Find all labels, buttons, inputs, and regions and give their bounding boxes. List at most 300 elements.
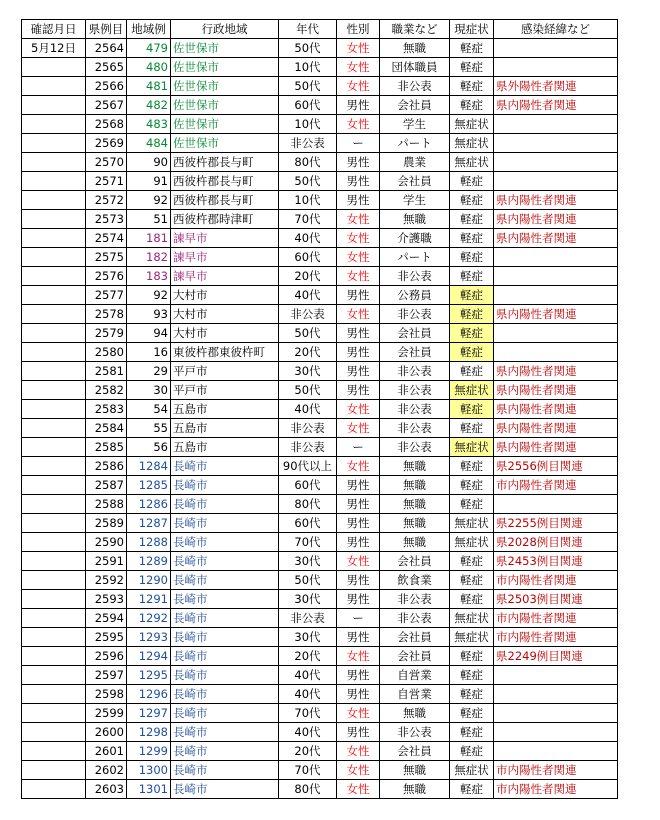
cell-job: 飲食業 [380,571,450,590]
cell-route: 県内陽性者関連 [494,305,618,324]
cell-age: 50代 [279,571,337,590]
header-area: 行政地域 [171,20,279,39]
cell-job: 無職 [380,704,450,723]
cell-local-number: 1298 [127,723,171,742]
cell-area: 大村市 [171,305,279,324]
cell-job: 非公表 [380,77,450,96]
cell-job: 非公表 [380,419,450,438]
cell-status: 軽症 [450,324,494,343]
cell-age: 10代 [279,58,337,77]
cell-date [22,495,86,514]
cell-sex: 女性 [337,552,380,571]
cell-area: 長崎市 [171,647,279,666]
cell-local-number: 181 [127,229,171,248]
header-row [22,20,618,39]
cell-age: 30代 [279,552,337,571]
cell-status: 無症状 [450,628,494,647]
cell-status: 軽症 [450,267,494,286]
cell-sex: 男性 [337,153,380,172]
cell-local-number: 480 [127,58,171,77]
cell-age: 40代 [279,400,337,419]
cell-sex: 男性 [337,324,380,343]
cell-route [494,343,618,362]
header-job: 職業など [380,20,450,39]
cell-pref-number: 2581 [86,362,127,381]
cell-sex: 女性 [337,305,380,324]
cell-route [494,58,618,77]
table-row [22,267,618,286]
cell-job: 非公表 [380,400,450,419]
cell-area: 佐世保市 [171,39,279,58]
cell-age: 40代 [279,723,337,742]
cell-local-number: 482 [127,96,171,115]
cell-local-number: 93 [127,305,171,324]
table-row [22,39,618,58]
cell-sex: 男性 [337,628,380,647]
cell-date [22,191,86,210]
cell-area: 長崎市 [171,723,279,742]
cell-date [22,647,86,666]
cell-job: 非公表 [380,438,450,457]
cell-area: 西彼杵郡長与町 [171,153,279,172]
cell-job: 介護職 [380,229,450,248]
cell-sex: ー [337,609,380,628]
cell-status: 無症状 [450,134,494,153]
cell-pref-number: 2591 [86,552,127,571]
cell-date [22,229,86,248]
cell-job: 非公表 [380,381,450,400]
cell-sex: 女性 [337,457,380,476]
cell-route: 県2503例目関連 [494,590,618,609]
header-age: 年代 [279,20,337,39]
cell-route [494,134,618,153]
table-row [22,77,618,96]
cell-route: 県内陽性者関連 [494,381,618,400]
cell-route: 市内陽性者関連 [494,609,618,628]
cell-local-number: 1290 [127,571,171,590]
cell-route: 県内陽性者関連 [494,210,618,229]
cell-pref-number: 2586 [86,457,127,476]
cell-age: 非公表 [279,419,337,438]
cell-job: 非公表 [380,267,450,286]
header-date: 確認月日 [22,20,86,39]
cell-pref-number: 2596 [86,647,127,666]
cell-local-number: 481 [127,77,171,96]
cell-job: 学生 [380,191,450,210]
cell-area: 平戸市 [171,362,279,381]
cell-pref-number: 2600 [86,723,127,742]
cell-route: 県外陽性者関連 [494,77,618,96]
table-row [22,96,618,115]
cell-pref-number: 2578 [86,305,127,324]
cell-area: 長崎市 [171,533,279,552]
cell-date [22,172,86,191]
cell-route [494,172,618,191]
case-table [21,19,618,799]
cell-age: 20代 [279,343,337,362]
cell-sex: 男性 [337,514,380,533]
cell-date [22,286,86,305]
cell-area: 佐世保市 [171,115,279,134]
cell-route [494,267,618,286]
cell-pref-number: 2597 [86,666,127,685]
cell-age: 50代 [279,39,337,58]
cell-sex: 女性 [337,229,380,248]
table-row [22,647,618,666]
cell-local-number: 92 [127,191,171,210]
cell-local-number: 1300 [127,761,171,780]
cell-area: 佐世保市 [171,134,279,153]
cell-job: パート [380,248,450,267]
cell-age: 30代 [279,362,337,381]
cell-date [22,381,86,400]
cell-local-number: 29 [127,362,171,381]
cell-sex: 女性 [337,248,380,267]
cell-status: 無症状 [450,533,494,552]
cell-date [22,362,86,381]
cell-area: 五島市 [171,419,279,438]
cell-area: 長崎市 [171,457,279,476]
cell-route: 県2028例目関連 [494,533,618,552]
cell-route: 県2556例目関連 [494,457,618,476]
cell-status: 軽症 [450,286,494,305]
table-row [22,476,618,495]
table-row [22,438,618,457]
cell-job: 会社員 [380,647,450,666]
cell-route [494,153,618,172]
cell-job: パート [380,134,450,153]
table-row [22,704,618,723]
table-row [22,533,618,552]
cell-age: 30代 [279,590,337,609]
cell-sex: 男性 [337,362,380,381]
cell-age: 60代 [279,514,337,533]
cell-pref-number: 2575 [86,248,127,267]
cell-sex: ー [337,438,380,457]
cell-route: 市内陽性者関連 [494,761,618,780]
cell-pref-number: 2580 [86,343,127,362]
cell-route: 県内陽性者関連 [494,362,618,381]
table-row [22,514,618,533]
cell-area: 西彼杵郡時津町 [171,210,279,229]
cell-sex: 女性 [337,210,380,229]
cell-route: 市内陽性者関連 [494,476,618,495]
cell-pref-number: 2577 [86,286,127,305]
cell-status: 軽症 [450,419,494,438]
cell-sex: 男性 [337,590,380,609]
cell-local-number: 1292 [127,609,171,628]
cell-status: 軽症 [450,229,494,248]
cell-area: 長崎市 [171,761,279,780]
cell-area: 五島市 [171,400,279,419]
cell-sex: 男性 [337,96,380,115]
cell-sex: 女性 [337,647,380,666]
cell-pref-number: 2582 [86,381,127,400]
cell-sex: 男性 [337,381,380,400]
cell-area: 長崎市 [171,628,279,647]
cell-pref-number: 2588 [86,495,127,514]
cell-area: 長崎市 [171,609,279,628]
cell-route [494,666,618,685]
table-row [22,685,618,704]
cell-date [22,267,86,286]
table-row [22,248,618,267]
table-row [22,191,618,210]
cell-area: 長崎市 [171,514,279,533]
cell-area: 佐世保市 [171,58,279,77]
cell-sex: 男性 [337,571,380,590]
cell-area: 大村市 [171,324,279,343]
cell-job: 公務員 [380,286,450,305]
cell-date [22,704,86,723]
table-row [22,742,618,761]
cell-sex: 男性 [337,495,380,514]
cell-local-number: 1289 [127,552,171,571]
cell-age: 30代 [279,628,337,647]
cell-local-number: 1293 [127,628,171,647]
cell-job: 会社員 [380,343,450,362]
cell-sex: 女性 [337,267,380,286]
cell-pref-number: 2570 [86,153,127,172]
cell-date [22,58,86,77]
cell-local-number: 1295 [127,666,171,685]
cell-pref-number: 2579 [86,324,127,343]
cell-local-number: 479 [127,39,171,58]
cell-sex: 男性 [337,286,380,305]
cell-sex: 男性 [337,191,380,210]
cell-local-number: 94 [127,324,171,343]
cell-local-number: 1294 [127,647,171,666]
cell-status: 軽症 [450,723,494,742]
cell-age: 50代 [279,381,337,400]
cell-age: 40代 [279,685,337,704]
table-row [22,552,618,571]
cell-sex: 男性 [337,666,380,685]
header-sex: 性別 [337,20,380,39]
cell-pref-number: 2584 [86,419,127,438]
table-row [22,761,618,780]
cell-date [22,476,86,495]
cell-local-number: 1291 [127,590,171,609]
cell-age: 20代 [279,647,337,666]
cell-date [22,343,86,362]
cell-status: 軽症 [450,77,494,96]
table-row [22,400,618,419]
cell-area: 大村市 [171,286,279,305]
cell-job: 非公表 [380,609,450,628]
cell-date [22,419,86,438]
cell-date [22,590,86,609]
cell-area: 諫早市 [171,248,279,267]
cell-area: 長崎市 [171,685,279,704]
cell-route: 市内陽性者関連 [494,571,618,590]
cell-age: 70代 [279,761,337,780]
cell-status: 無症状 [450,115,494,134]
cell-date: 5月12日 [22,39,86,58]
cell-area: 佐世保市 [171,96,279,115]
cell-sex: 男性 [337,476,380,495]
cell-pref-number: 2564 [86,39,127,58]
cell-route [494,685,618,704]
cell-area: 長崎市 [171,666,279,685]
cell-local-number: 1296 [127,685,171,704]
cell-age: 50代 [279,172,337,191]
cell-status: 無症状 [450,438,494,457]
cell-date [22,248,86,267]
cell-sex: 女性 [337,58,380,77]
cell-age: 20代 [279,267,337,286]
cell-pref-number: 2576 [86,267,127,286]
cell-age: 40代 [279,286,337,305]
cell-pref-number: 2566 [86,77,127,96]
cell-area: 長崎市 [171,590,279,609]
cell-route [494,324,618,343]
cell-job: 無職 [380,533,450,552]
table-row [22,229,618,248]
table-row [22,343,618,362]
cell-status: 軽症 [450,571,494,590]
cell-job: 非公表 [380,723,450,742]
cell-status: 軽症 [450,400,494,419]
cell-route: 県内陽性者関連 [494,438,618,457]
cell-age: 20代 [279,742,337,761]
cell-pref-number: 2572 [86,191,127,210]
cell-route: 市内陽性者関連 [494,628,618,647]
cell-date [22,457,86,476]
cell-age: 10代 [279,115,337,134]
cell-status: 軽症 [450,362,494,381]
cell-age: 非公表 [279,305,337,324]
cell-route [494,39,618,58]
cell-date [22,400,86,419]
cell-local-number: 1286 [127,495,171,514]
cell-sex: 女性 [337,419,380,438]
cell-date [22,685,86,704]
cell-pref-number: 2583 [86,400,127,419]
cell-route: 県2255例目関連 [494,514,618,533]
cell-status: 軽症 [450,172,494,191]
cell-route: 県2453例目関連 [494,552,618,571]
cell-sex: 男性 [337,172,380,191]
cell-local-number: 1284 [127,457,171,476]
header-pref-number: 県例目 [86,20,127,39]
cell-job: 会社員 [380,324,450,343]
cell-area: 佐世保市 [171,77,279,96]
cell-age: 60代 [279,476,337,495]
cell-area: 諫早市 [171,229,279,248]
cell-pref-number: 2593 [86,590,127,609]
cell-sex: 男性 [337,685,380,704]
cell-sex: 男性 [337,723,380,742]
cell-date [22,723,86,742]
cell-pref-number: 2603 [86,780,127,799]
cell-area: 長崎市 [171,552,279,571]
table-row [22,115,618,134]
cell-sex: 女性 [337,400,380,419]
cell-status: 軽症 [450,343,494,362]
cell-pref-number: 2587 [86,476,127,495]
cell-pref-number: 2601 [86,742,127,761]
cell-job: 非公表 [380,305,450,324]
cell-status: 軽症 [450,704,494,723]
cell-route [494,723,618,742]
table-row [22,362,618,381]
cell-area: 長崎市 [171,495,279,514]
cell-date [22,438,86,457]
cell-route: 県内陽性者関連 [494,191,618,210]
case-table-wrapper [21,19,618,799]
table-row [22,286,618,305]
cell-route: 県内陽性者関連 [494,96,618,115]
cell-route [494,115,618,134]
cell-job: 無職 [380,476,450,495]
cell-age: 非公表 [279,609,337,628]
cell-status: 軽症 [450,457,494,476]
cell-date [22,324,86,343]
cell-local-number: 56 [127,438,171,457]
cell-sex: 女性 [337,39,380,58]
cell-area: 長崎市 [171,780,279,799]
cell-age: 70代 [279,533,337,552]
cell-date [22,552,86,571]
cell-pref-number: 2598 [86,685,127,704]
cell-area: 諫早市 [171,267,279,286]
cell-age: 60代 [279,248,337,267]
cell-job: 会社員 [380,96,450,115]
cell-route [494,704,618,723]
cell-route: 県内陽性者関連 [494,229,618,248]
cell-job: 会社員 [380,172,450,191]
cell-status: 無症状 [450,514,494,533]
cell-status: 軽症 [450,780,494,799]
cell-pref-number: 2569 [86,134,127,153]
cell-local-number: 1285 [127,476,171,495]
cell-job: 会社員 [380,552,450,571]
cell-local-number: 55 [127,419,171,438]
cell-status: 軽症 [450,191,494,210]
cell-pref-number: 2592 [86,571,127,590]
table-row [22,666,618,685]
cell-status: 軽症 [450,552,494,571]
cell-date [22,571,86,590]
cell-date [22,609,86,628]
cell-sex: 女性 [337,742,380,761]
cell-status: 無症状 [450,609,494,628]
cell-age: 80代 [279,153,337,172]
cell-local-number: 183 [127,267,171,286]
table-row [22,305,618,324]
cell-local-number: 54 [127,400,171,419]
cell-date [22,780,86,799]
cell-route: 県内陽性者関連 [494,419,618,438]
cell-local-number: 1287 [127,514,171,533]
cell-status: 軽症 [450,39,494,58]
table-row [22,628,618,647]
cell-date [22,153,86,172]
cell-sex: 男性 [337,533,380,552]
cell-date [22,666,86,685]
cell-local-number: 30 [127,381,171,400]
table-row [22,134,618,153]
cell-route [494,248,618,267]
cell-date [22,77,86,96]
cell-pref-number: 2590 [86,533,127,552]
cell-job: 非公表 [380,590,450,609]
table-row [22,419,618,438]
cell-status: 軽症 [450,666,494,685]
cell-age: 50代 [279,77,337,96]
cell-job: 無職 [380,457,450,476]
